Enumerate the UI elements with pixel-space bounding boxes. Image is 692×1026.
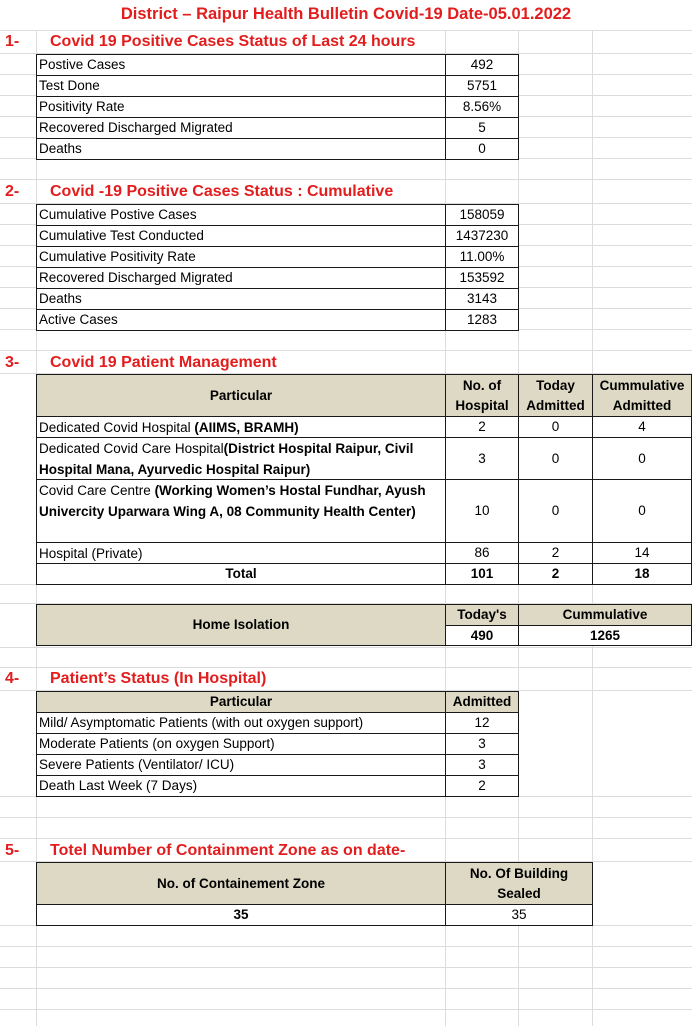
gridline <box>0 946 692 947</box>
header-buildings-sealed: No. Of Building Sealed <box>445 862 593 905</box>
gridline <box>0 1009 692 1010</box>
row-value: 158059 <box>445 204 519 226</box>
buildings-sealed-value: 35 <box>445 904 593 926</box>
row-value: 3143 <box>445 288 519 310</box>
header-admitted: Admitted <box>445 691 519 713</box>
row-value: 2 <box>445 775 519 797</box>
row-particular <box>36 542 446 564</box>
row-particular <box>36 437 446 480</box>
section-5-number: 5- <box>5 842 20 859</box>
row-cumm: 0 <box>592 479 692 543</box>
row-value: 11.00% <box>445 246 519 268</box>
page-title: District – Raipur Health Bulletin Covid-19 Date-05.01.2022 <box>120 5 572 23</box>
row-value: 5 <box>445 117 519 139</box>
section-4-title: Patient’s Status (In Hospital) <box>50 670 267 687</box>
section-2-title: Covid -19 Positive Cases Status : Cumulative <box>50 183 394 200</box>
row-hospital: 3 <box>445 437 519 480</box>
home-today-value: 490 <box>445 625 519 646</box>
row-label-bold: (District Hospital Raipur, Civil Hospital Mana, Ayurvedic Hospital Raipur) <box>39 441 414 477</box>
header-particular: Particular <box>36 374 446 417</box>
row-label: Mild/ Asymptomatic Patients (with out oxygen support) <box>36 712 446 734</box>
total-hospital: 101 <box>445 563 519 585</box>
row-label-bold: (AIIMS, BRAMH) <box>194 420 299 435</box>
home-isolation-label: Home Isolation <box>36 604 446 646</box>
total-cumm: 18 <box>592 563 692 585</box>
row-value: 3 <box>445 733 519 755</box>
gridline <box>0 967 692 968</box>
header-particular: Particular <box>36 691 446 713</box>
row-label: Cumulative Postive Cases <box>36 204 446 226</box>
row-hospital: 86 <box>445 542 519 564</box>
row-label: Cumulative Positivity Rate <box>36 246 446 268</box>
row-value: 1283 <box>445 309 519 331</box>
section-5-title: Totel Number of Containment Zone as on date- <box>50 842 406 859</box>
row-label: Hospital (Private) <box>39 546 143 561</box>
gridline <box>0 30 692 31</box>
row-particular <box>36 479 446 543</box>
row-label: Cumulative Test Conducted <box>36 225 446 247</box>
row-label: Death Last Week (7 Days) <box>36 775 446 797</box>
containment-zones-value: 35 <box>36 904 446 926</box>
total-label: Total <box>36 563 446 585</box>
section-1-number: 1- <box>5 33 20 50</box>
row-cumm: 0 <box>592 437 692 480</box>
header-cummulative-admitted: Cummulative Admitted <box>592 374 692 417</box>
row-value: 153592 <box>445 267 519 289</box>
row-today: 0 <box>518 479 593 543</box>
row-today: 0 <box>518 416 593 438</box>
row-value: 1437230 <box>445 225 519 247</box>
gridline <box>0 667 692 668</box>
row-hospital: 10 <box>445 479 519 543</box>
gridline <box>0 838 692 839</box>
row-label: Deaths <box>36 138 446 160</box>
row-label: Active Cases <box>36 309 446 331</box>
home-cumm-value: 1265 <box>518 625 692 646</box>
section-1-title: Covid 19 Positive Cases Status of Last 24 hours <box>50 33 416 50</box>
row-value: 3 <box>445 754 519 776</box>
gridline <box>0 817 692 818</box>
row-cumm: 4 <box>592 416 692 438</box>
gridline <box>0 988 692 989</box>
gridline <box>0 647 692 648</box>
row-label: Recovered Discharged Migrated <box>36 267 446 289</box>
row-cumm: 14 <box>592 542 692 564</box>
row-value: 12 <box>445 712 519 734</box>
row-value: 492 <box>445 54 519 76</box>
gridline <box>0 179 692 180</box>
row-label: Test Done <box>36 75 446 97</box>
row-label: Recovered Discharged Migrated <box>36 117 446 139</box>
row-hospital: 2 <box>445 416 519 438</box>
section-3-number: 3- <box>5 354 20 371</box>
row-value: 0 <box>445 138 519 160</box>
home-today-label: Today's <box>445 604 519 626</box>
header-no-of-hospital: No. of Hospital <box>445 374 519 417</box>
section-3-title: Covid 19 Patient Management <box>50 354 277 371</box>
row-label: Dedicated Covid Care Hospital <box>39 441 224 456</box>
row-today: 2 <box>518 542 593 564</box>
header-containment-zones: No. of Containement Zone <box>36 862 446 905</box>
row-label: Positivity Rate <box>36 96 446 118</box>
home-cumm-label: Cummulative <box>518 604 692 626</box>
row-label: Severe Patients (Ventilator/ ICU) <box>36 754 446 776</box>
row-label: Moderate Patients (on oxygen Support) <box>36 733 446 755</box>
row-label: Deaths <box>36 288 446 310</box>
row-value: 5751 <box>445 75 519 97</box>
total-today: 2 <box>518 563 593 585</box>
row-value: 8.56% <box>445 96 519 118</box>
header-today-admitted: Today Admitted <box>518 374 593 417</box>
row-label: Covid Care Centre <box>39 483 155 498</box>
row-label-bold: (Working Women’s Hostal Fundhar, Ayush Univercity Uparwara Wing A, 08 Community Health Center) <box>39 483 426 519</box>
row-today: 0 <box>518 437 593 480</box>
section-2-number: 2- <box>5 183 20 200</box>
row-label: Postive Cases <box>36 54 446 76</box>
section-4-number: 4- <box>5 670 20 687</box>
row-particular <box>36 416 446 438</box>
gridline <box>0 350 692 351</box>
row-label: Dedicated Covid Hospital <box>39 420 195 435</box>
